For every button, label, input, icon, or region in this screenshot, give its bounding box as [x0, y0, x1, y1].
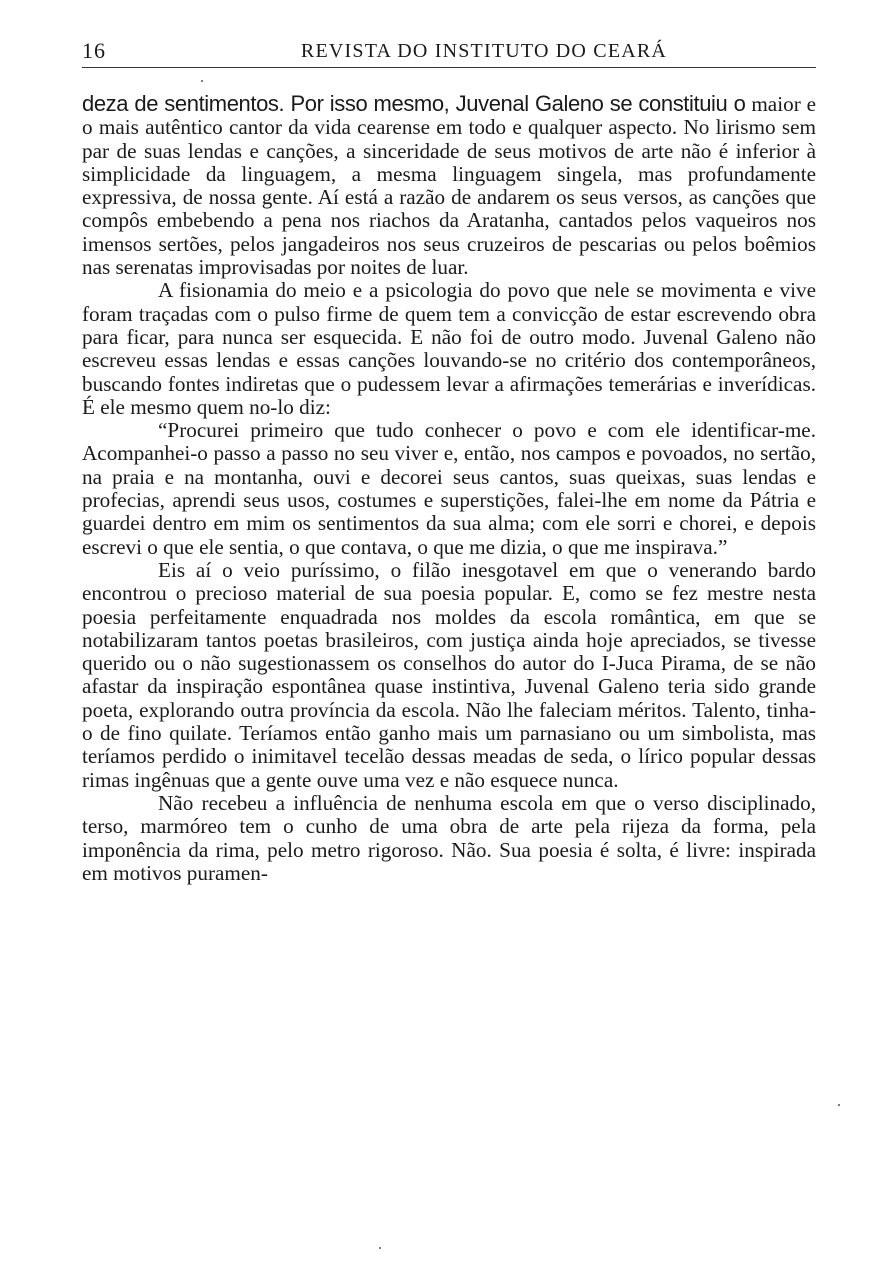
paragraph-1-text: maior e o mais autêntico cantor da vida cearense em todo e qualquer aspecto. No lirismo sem par de suas lendas e canções, a sinceridade de seus motivos de arte não é inferior à simplicidade da linguagem, a mesma linguagem singela, mas profundamente expressiva, de nossa gente. Aí está a razão de andarem os seus versos, as canções que compôs embebendo a pena nos riachos da Aratanha, cantados pelos vaqueiros nos imensos sertões, pelos jangadeiros nos seus cruzeiros de pescarias ou pelos boêmios nas serenatas improvisadas por noites de luar. [82, 92, 816, 280]
running-header [82, 38, 816, 68]
paragraph-2: A fisionamia do meio e a psicologia do povo que nele se movimenta e vive foram traçadas com o pulso firme de quem tem a convicção de estar escrevendo obra para ficar, para nunca ser esquecida. E não foi de outro modo. Juvenal Galeno não escreveu essas lendas e essas canções louvando-se no critério dos contemporâneos, buscando fontes indiretas que o pudessem levar a afirmações temerárias e inverídicas. É ele mesmo quem no-lo diz: [82, 278, 816, 419]
paragraph-5: Não recebeu a influência de nenhuma escola em que o verso disciplinado, terso, marmóreo tem o cunho de uma obra de arte pela rijeza da forma, pela imponência da rima, pelo metro rigoroso. Não. Sua poesia é solta, é livre: inspirada em motivos puramen- [82, 790, 816, 885]
print-speck [379, 1247, 381, 1249]
header-rule [82, 67, 816, 68]
print-speck [201, 80, 203, 82]
paragraph-4: Eis aí o veio puríssimo, o filão inesgotavel em que o venerando bardo encontrou o precioso material de sua poesia popular. E, como se fez mestre nesta poesia perfeitamente enquadrada nos moldes da escola romântica, em que se notabilizaram tantos poetas brasileiros, com justiça ainda hoje apreciados, se tivesse querido ou o não sugestionassem os conselhos do autor do I-Juca Pirama, de se não afastar da inspiração espontânea quase instintiva, Juvenal Galeno teria sido grande poeta, explorando outra província da escola. Não lhe faleciam méritos. Talento, tinha-o de fino quilate. Teríamos então ganho mais um parnasiano ou um simbolista, mas teríamos perdido o inimitavel tecelão dessas meadas de seda, o lírico popular dessas rimas ingênuas que a gente ouve uma vez e não esquece nunca. [82, 557, 816, 792]
paragraph-1 [82, 92, 816, 279]
journal-title: REVISTA DO INSTITUTO DO CEARÁ [300, 40, 668, 62]
print-speck [838, 1104, 840, 1106]
paragraph-3-quote: “Procurei primeiro que tudo conhecer o povo e com ele identificar-me. Acompanhei-o passo a passo no seu viver e, então, nos campos e povoados, no sertão, na praia e na montanha, ouvi e decorei seus cantos, suas queixas, suas lendas e profecias, aprendi seus usos, costumes e superstições, falei-lhe em nome da Pátria e guardei dentro em mim os sentimentos da sua alma; com ele sorri e chorei, e depois escrevi o que ele sentia, o que contava, o que me dizia, o que me inspirava.” [82, 418, 816, 559]
paragraph-1-lead: deza de sentimentos. Por isso mesmo, Juvenal Galeno se constituiu o [82, 91, 746, 116]
article-body [82, 92, 816, 885]
page-number: 16 [82, 38, 106, 63]
